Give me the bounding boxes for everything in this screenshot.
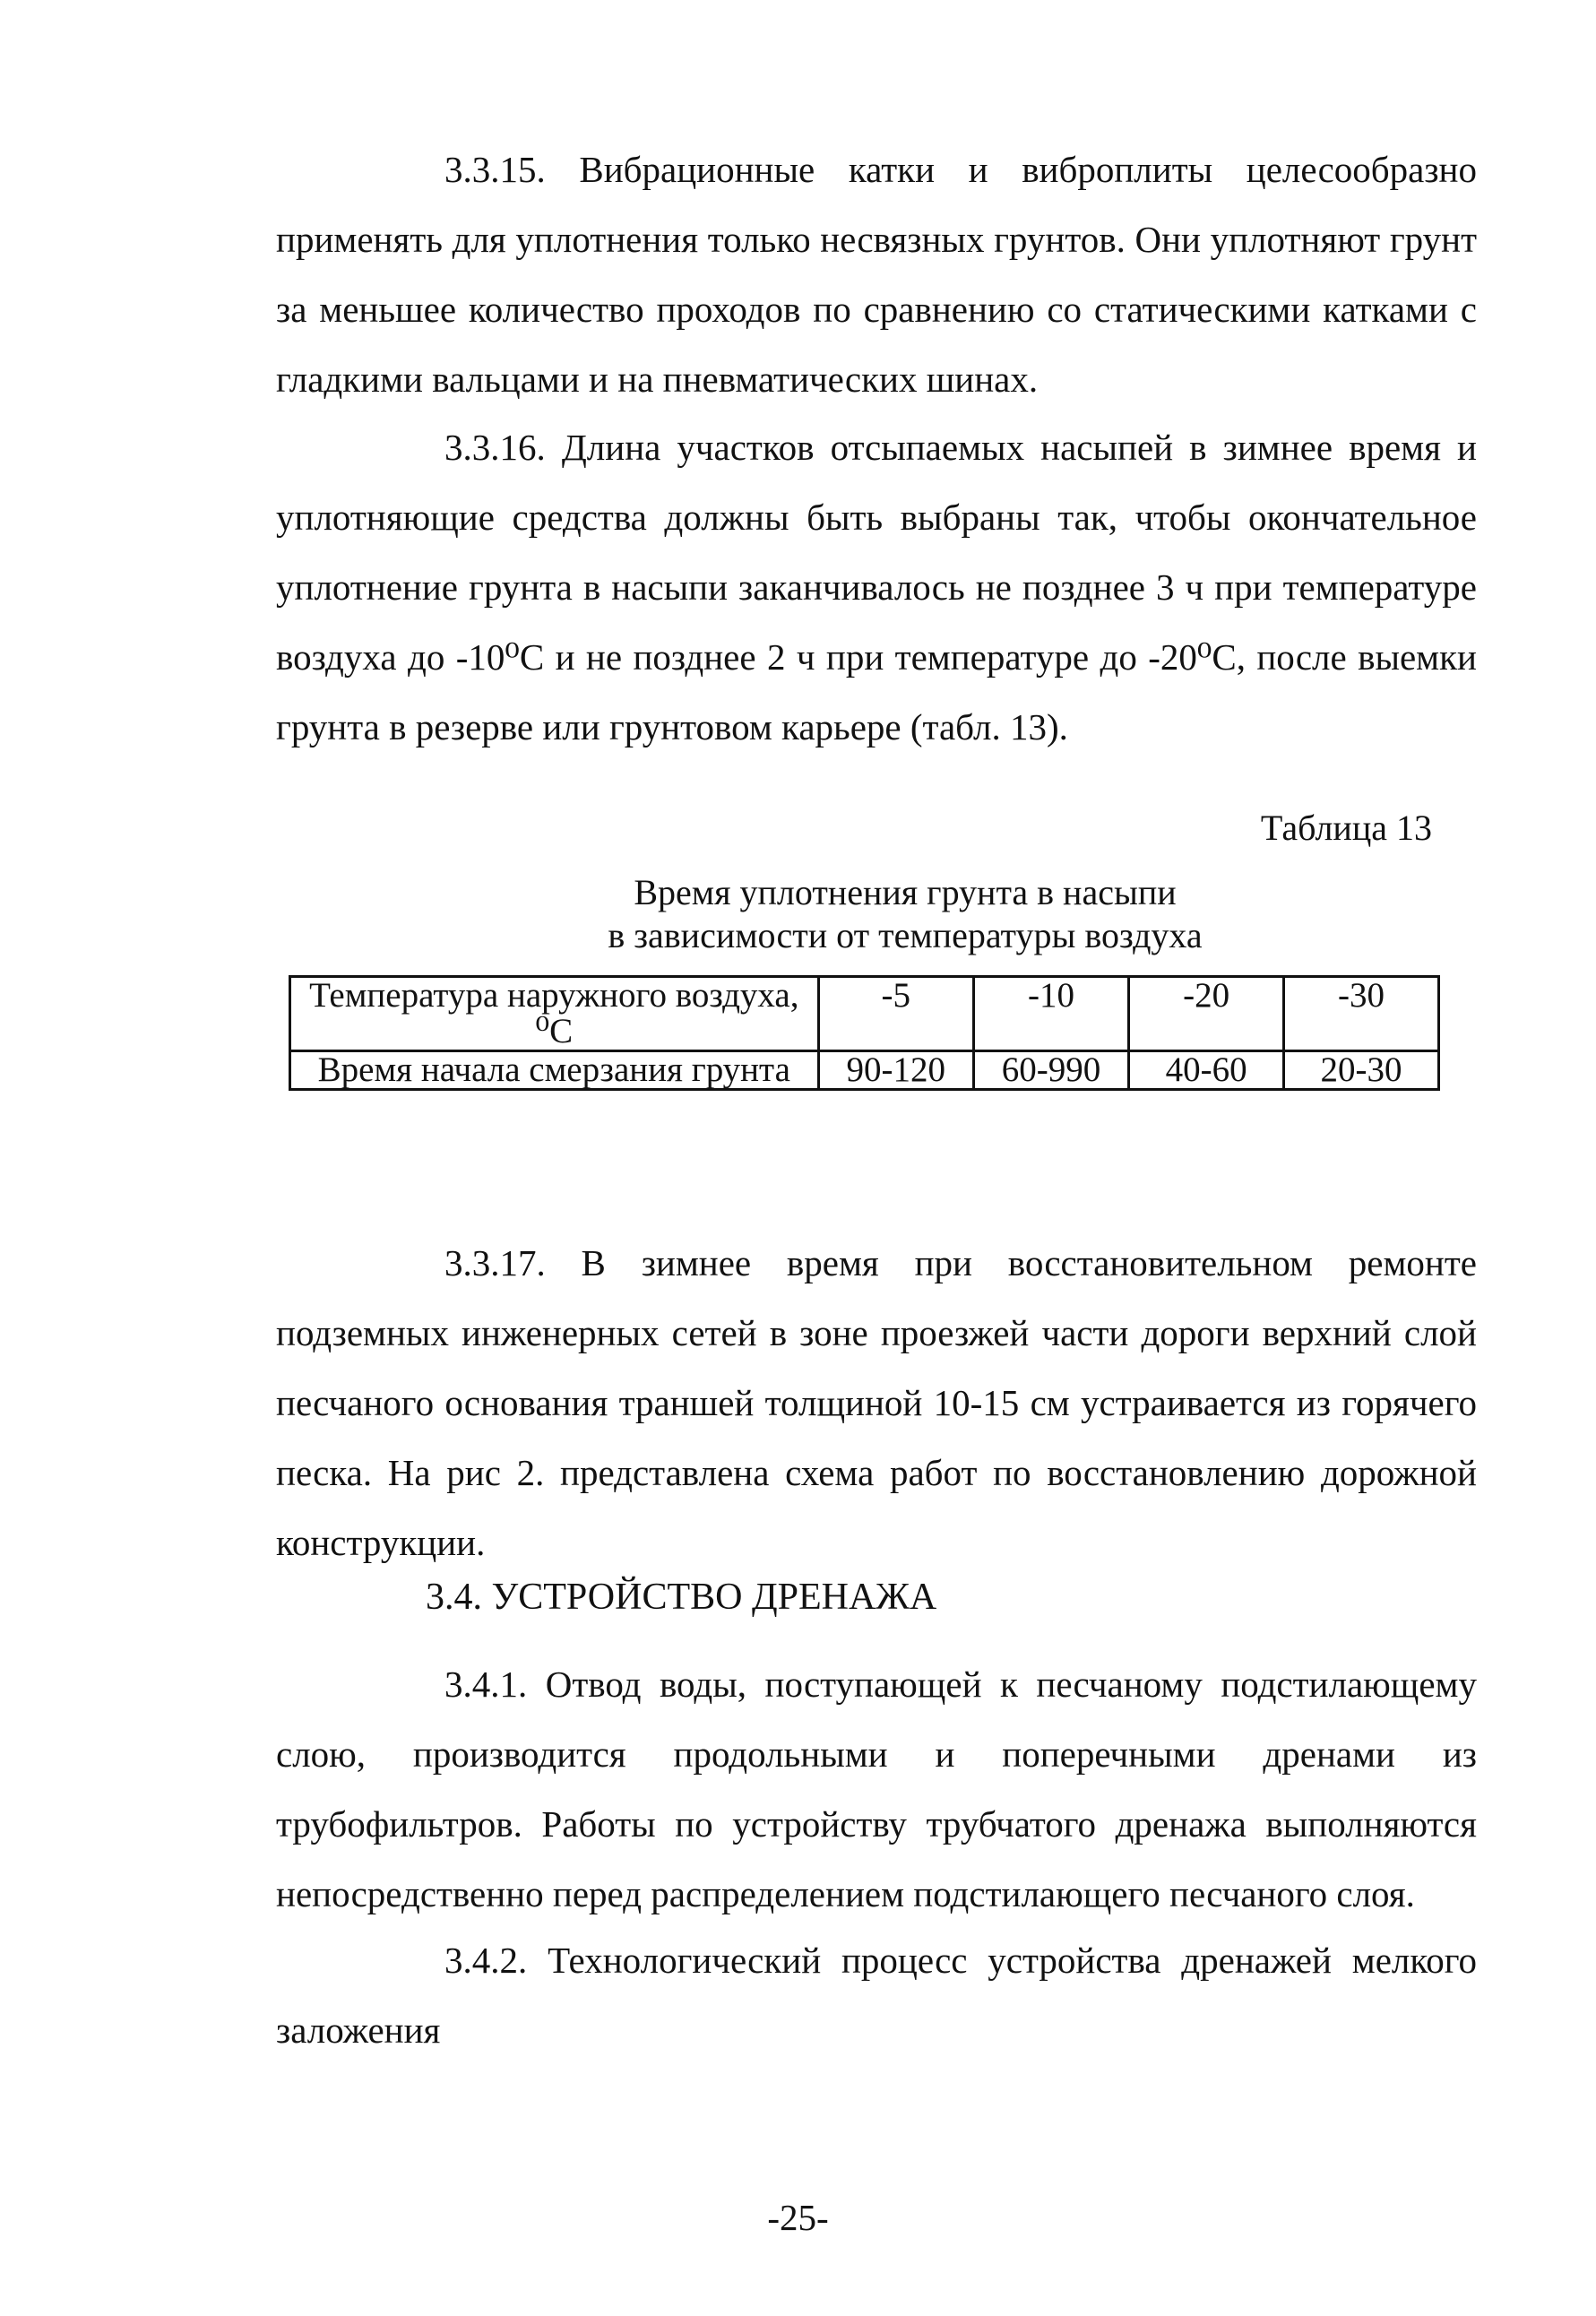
table-label: Таблица 13 — [1260, 808, 1432, 848]
paragraph-3-3-17: 3.3.17. В зимнее время при восстановительном ремонте подземных инженерных сетей в зоне проезжей части дороги верхний слой песчаного основания траншей толщиной 10-15 см устраивается из горячего песка. На рис 2. представлена схема работ по восстановлению дорожной конструкции. — [276, 1242, 1477, 1563]
table-header-temperature: Температура наружного воздуха, ⁰С — [290, 977, 819, 1051]
table-cell-time-2: 60-990 — [973, 1051, 1128, 1090]
paragraph-3-4-1: 3.4.1. Отвод воды, поступающей к песчаному подстилающему слою, производится продольными и поперечными дренами из трубофильтров. Работы по устройству трубчатого дренажа выполняются непосредственно перед распределением подстилающего песчаного слоя. — [276, 1664, 1477, 1914]
table-title-line-1: Время уплотнения грунта в насыпи — [634, 872, 1177, 912]
table-header-freezing-time: Время начала смерзания грунта — [290, 1051, 819, 1090]
table-title-line-2: в зависимости от температуры воздуха — [608, 915, 1203, 955]
table-cell-temperature-3: -20 — [1129, 977, 1284, 1051]
paragraph-3-4-2: 3.4.2. Технологический процесс устройства дренажей мелкого заложения — [276, 1940, 1477, 2051]
table-cell-temperature-4: -30 — [1284, 977, 1439, 1051]
section-heading: 3.4. УСТРОЙСТВО ДРЕНАЖА — [426, 1577, 937, 1618]
table-row-freezing-time — [290, 1051, 1439, 1090]
table-cell-time-4: 20-30 — [1284, 1051, 1439, 1090]
freezing-time-table — [289, 975, 1440, 1091]
paragraph-3-3-16: 3.3.16. Длина участков отсыпаемых насыпей в зимнее время и уплотняющие средства должны быть выбраны так, чтобы окончательное уплотнение грунта в насыпи заканчивалось не позднее 3 ч при температуре воздуха до -10⁰С и не позднее 2 ч при температуре до -20⁰С, после выемки грунта в резерве или грунтовом карьере (табл. 13). — [276, 427, 1477, 748]
table-cell-time-3: 40-60 — [1129, 1051, 1284, 1090]
table-row-temperature — [290, 977, 1439, 1051]
page-number: -25- — [767, 2197, 829, 2238]
paragraph-3-3-15: 3.3.15. Вибрационные катки и виброплиты целесообразно применять для уплотнения только несвязных грунтов. Они уплотняют грунт за меньшее количество проходов по сравнению со статическими катками с гладкими вальцами и на пневматических шинах. — [276, 149, 1477, 400]
table-cell-temperature-1: -5 — [818, 977, 973, 1051]
table-cell-time-1: 90-120 — [818, 1051, 973, 1090]
table-cell-temperature-2: -10 — [973, 977, 1128, 1051]
